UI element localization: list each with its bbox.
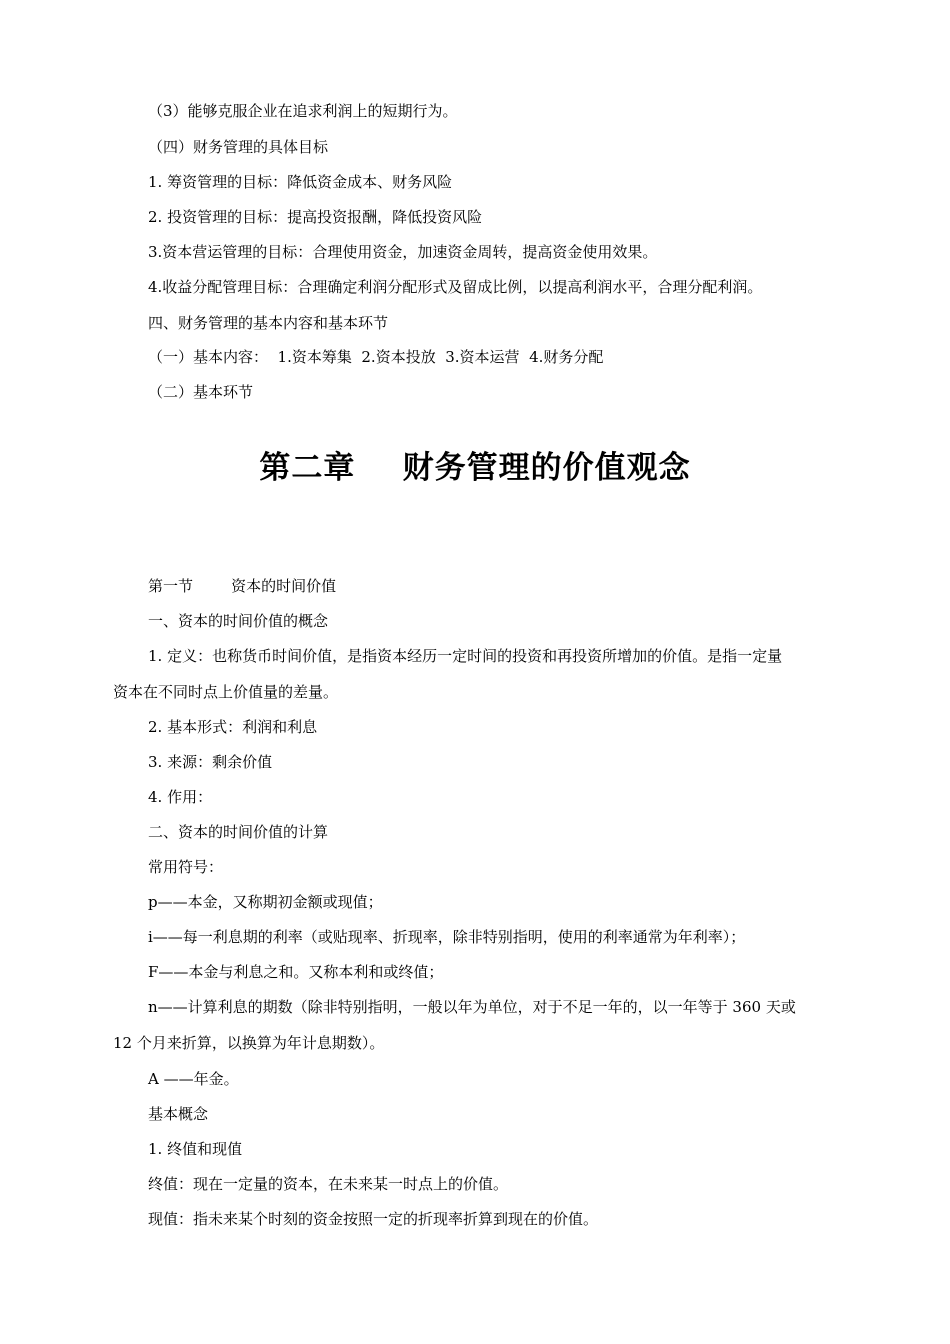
section-heading: 第一节 资本的时间价值 <box>148 577 337 595</box>
heading-common-symbols: 常用符号： <box>148 858 224 876</box>
symbol-n-definition-line-2: 12 个月来折算，以换算为年计息期数）。 <box>113 1034 385 1052</box>
paragraph-short-term-behavior: （3）能够克服企业在追求利润上的短期行为。 <box>148 102 458 120</box>
paragraph-basic-content: （一）基本内容： 1.资本筹集 2.资本投放 3.资本运营 4.财务分配 <box>148 348 604 366</box>
list-item-investment-goal: 2. 投资管理的目标：提高投资报酬，降低投资风险 <box>148 208 483 226</box>
list-item-basic-form: 2. 基本形式：利润和利息 <box>148 718 318 736</box>
list-item-financing-goal: 1. 筹资管理的目标：降低资金成本、财务风险 <box>148 173 453 191</box>
heading-basic-links: （二）基本环节 <box>148 383 254 401</box>
paragraph-definition-line-2: 资本在不同时点上价值量的差量。 <box>113 683 339 701</box>
symbol-a-definition: A ——年金。 <box>148 1070 239 1088</box>
heading-time-value-calculation: 二、资本的时间价值的计算 <box>148 823 329 841</box>
paragraph-future-value: 终值：现在一定量的资本，在未来某一时点上的价值。 <box>148 1175 509 1193</box>
chapter-title: 第二章 财务管理的价值观念 <box>259 450 691 486</box>
symbol-p-definition: p——本金，又称期初金额或现值； <box>148 893 383 911</box>
list-item-function: 4. 作用： <box>148 788 213 806</box>
list-item-source: 3. 来源：剩余价值 <box>148 753 273 771</box>
symbol-f-definition: F——本金与利息之和。又称本利和或终值； <box>148 963 444 981</box>
list-item-operating-goal: 3.资本营运管理的目标：合理使用资金，加速资金周转，提高资金使用效果。 <box>148 243 658 261</box>
symbol-n-definition-line-1: n——计算利息的期数（除非特别指明，一般以年为单位，对于不足一年的，以一年等于 360 天或 <box>148 998 796 1016</box>
heading-basic-concepts: 基本概念 <box>148 1105 209 1123</box>
symbol-i-definition: i——每一利息期的利率（或贴现率、折现率，除非特别指明，使用的利率通常为年利率）； <box>148 928 746 946</box>
heading-future-and-present-value: 1. 终值和现值 <box>148 1140 243 1158</box>
paragraph-definition-line-1: 1. 定义：也称货币时间价值，是指资本经历一定时间的投资和再投资所增加的价值。是指一定量 <box>148 647 783 665</box>
list-item-distribution-goal: 4.收益分配管理目标：合理确定利润分配形式及留成比例，以提高利润水平，合理分配利润。 <box>148 278 763 296</box>
paragraph-present-value: 现值：指未来某个时刻的资金按照一定的折现率折算到现在的价值。 <box>148 1210 599 1228</box>
heading-basic-content-and-links: 四、财务管理的基本内容和基本环节 <box>148 314 389 332</box>
heading-time-value-concept: 一、资本的时间价值的概念 <box>148 612 329 630</box>
heading-specific-goals: （四）财务管理的具体目标 <box>148 138 329 156</box>
